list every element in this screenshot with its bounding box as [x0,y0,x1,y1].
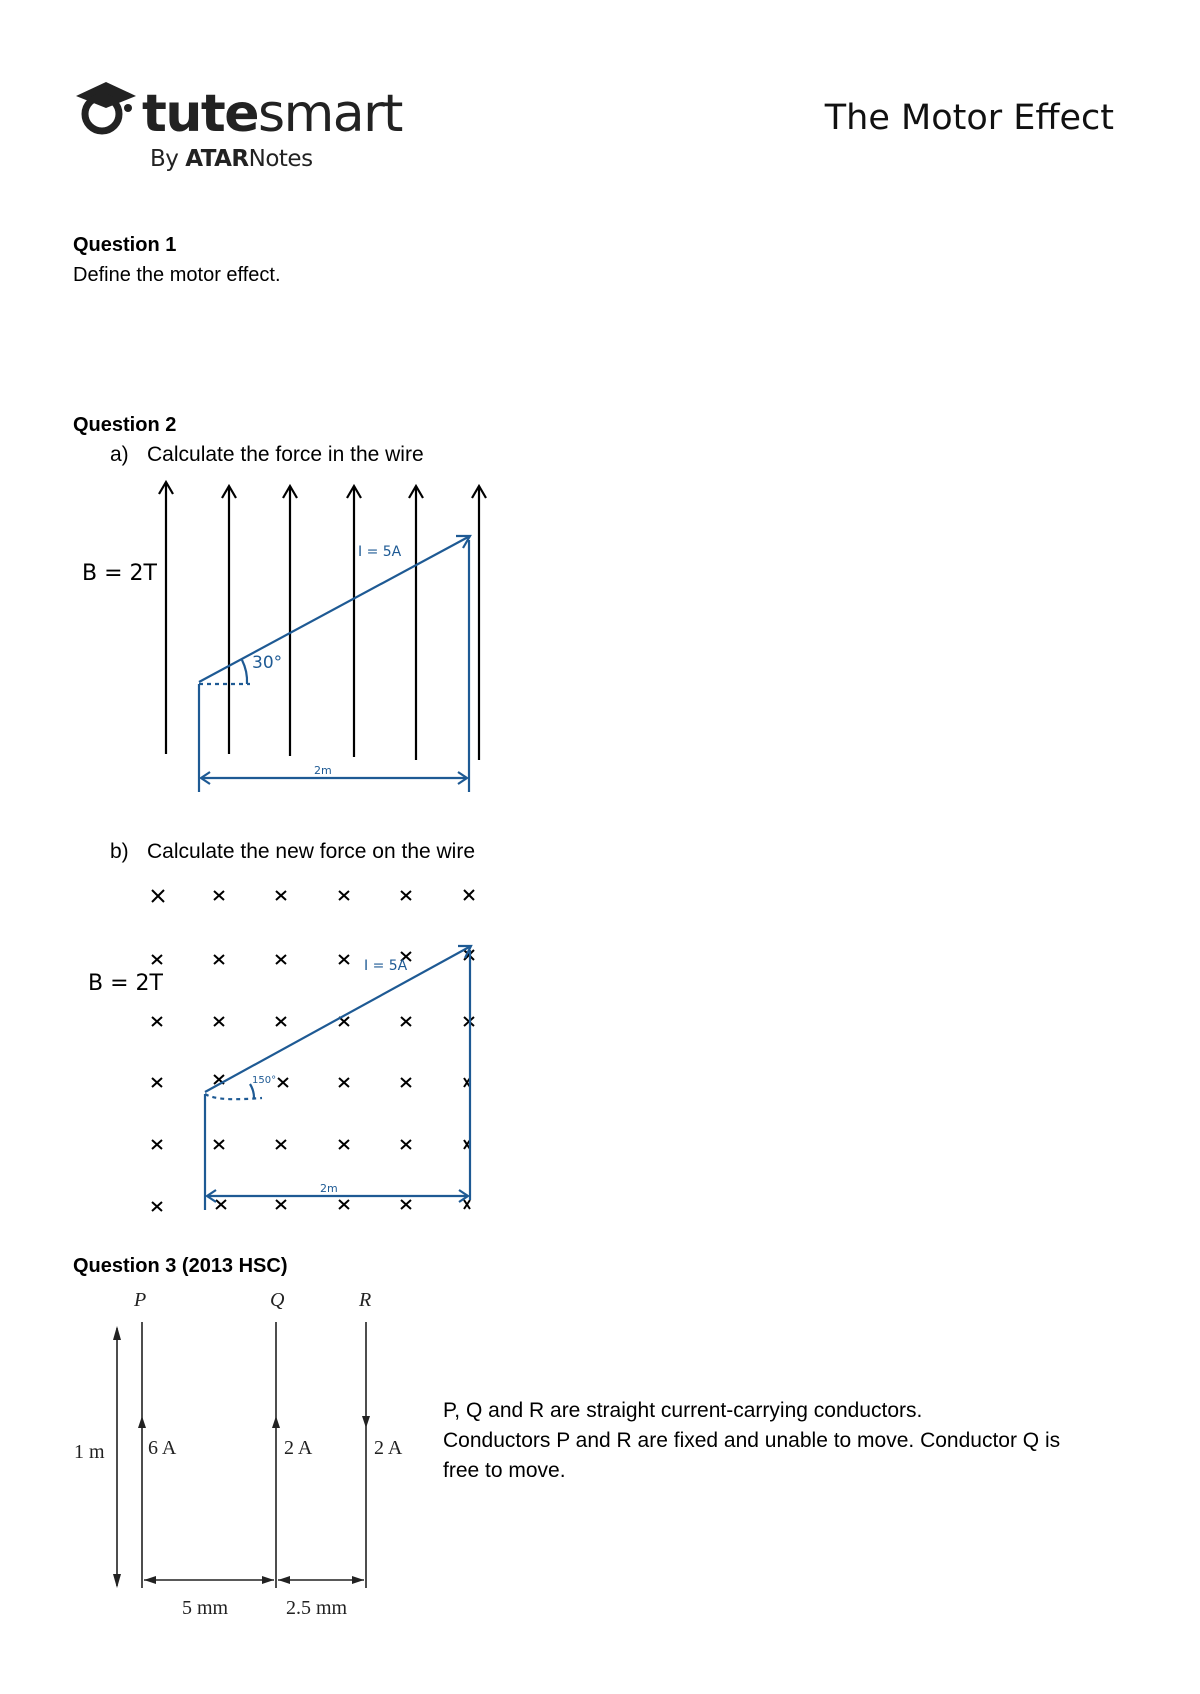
question-2b-text: Calculate the new force on the wire [147,840,476,863]
current-q-label: 2 A [284,1437,313,1459]
current-p-label: 6 A [148,1437,177,1459]
field-label-b: B = 2T [88,971,163,996]
angle-label-b: 150° [252,1075,277,1086]
wire-construction [199,536,470,792]
current-label-a: I = 5A [358,544,402,560]
spacing-dimension [144,1576,364,1584]
spacing-qr-label: 2.5 mm [286,1597,348,1619]
angle-label-a: 30° [252,653,283,673]
page-title: The Motor Effect [824,98,1114,138]
field-into-page-crosses [152,890,474,1211]
length-label: 1 m [74,1441,105,1463]
description-line-3: free to move. [443,1459,566,1482]
conductor-r-label: R [359,1289,372,1311]
question-1-text: Define the motor effect. [73,264,281,286]
question-3-description [443,1396,1123,1486]
length-label-a: 2m [314,764,332,777]
question-2a-text: Calculate the force in the wire [147,443,424,466]
logo-cap-icon [70,78,140,140]
length-dimension [113,1326,121,1588]
question-1-heading: Question 1 [73,234,177,256]
logo-atar: ATAR [185,146,249,172]
question-3-heading: Question 3 (2013 HSC) [73,1255,288,1277]
logo-smart: smart [258,84,402,144]
diagram-3 [0,1280,440,1620]
wire-construction-b [205,946,471,1210]
logo-byline [150,146,313,172]
description-line-2: Conductors P and R are fixed and unable to move. Conductor Q is [443,1429,1061,1452]
field-lines-up [159,482,486,760]
field-label-a: B = 2T [82,561,157,586]
logo-tute: tute [142,84,259,144]
diagram-2a [0,470,520,800]
question-2a-label: a) [110,443,129,466]
conductor-p-label: P [134,1289,147,1311]
current-label-b: I = 5A [364,958,408,974]
spacing-pq-label: 5 mm [182,1597,229,1619]
conductor-q-label: Q [270,1289,285,1311]
question-2b-label: b) [110,840,129,863]
description-line-1: P, Q and R are straight current-carrying conductors. [443,1399,923,1422]
logo [70,76,402,176]
length-label-b: 2m [320,1182,338,1195]
diagram-2b [0,870,520,1220]
question-2-heading: Question 2 [73,414,177,436]
logo-by: By [150,146,179,172]
logo-notes: Notes [248,146,313,172]
current-r-label: 2 A [374,1437,403,1459]
logo-wordmark [142,84,402,144]
